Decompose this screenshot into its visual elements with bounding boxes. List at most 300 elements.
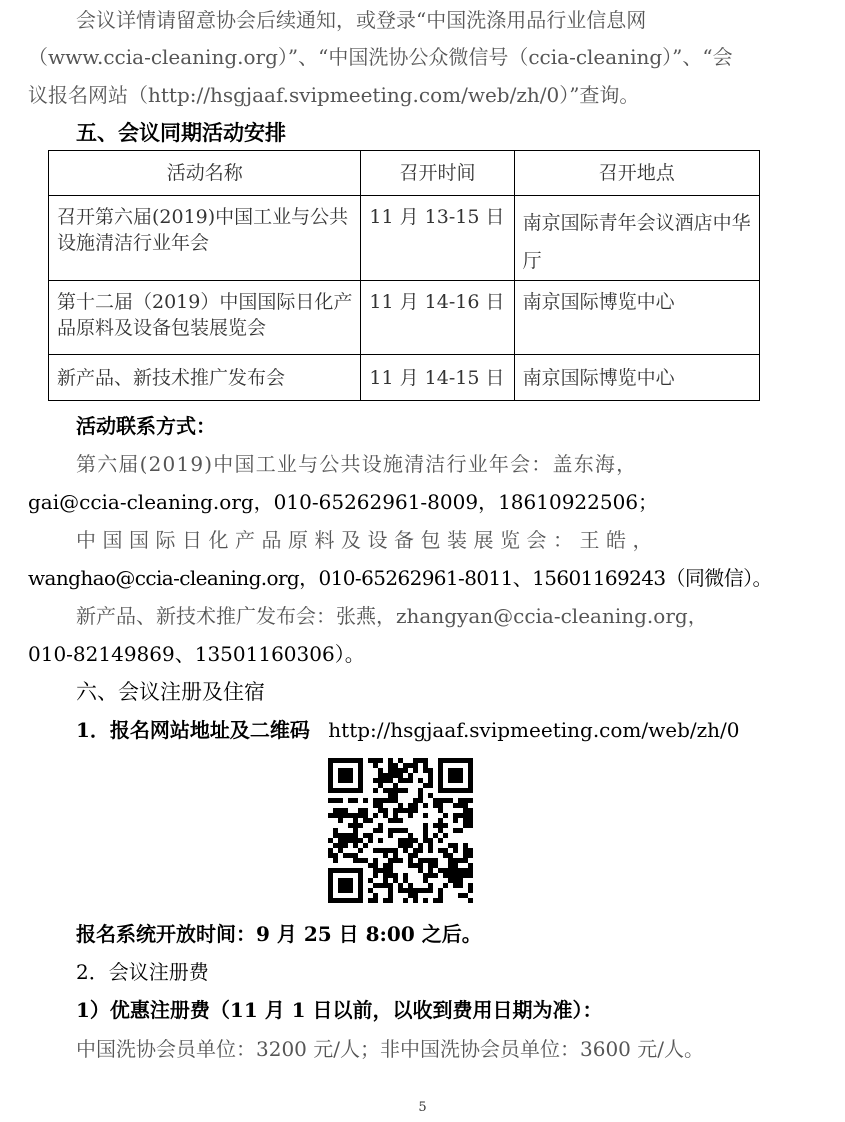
qr-module — [348, 798, 353, 803]
qr-module — [343, 853, 348, 858]
qr-module — [398, 803, 403, 808]
qr-module — [388, 768, 393, 773]
table-header-row — [49, 151, 760, 196]
table-row — [49, 281, 760, 355]
qr-module — [418, 758, 423, 763]
qr-module — [388, 848, 393, 853]
qr-module — [348, 883, 353, 888]
qr-module — [388, 788, 393, 793]
qr-module — [458, 858, 463, 863]
qr-module — [423, 858, 428, 863]
qr-module — [358, 788, 363, 793]
qr-module — [428, 843, 433, 848]
qr-module — [418, 793, 423, 798]
qr-module — [338, 818, 343, 823]
qr-module — [373, 763, 378, 768]
qr-module — [428, 793, 433, 798]
qr-module — [438, 818, 443, 823]
qr-module — [328, 788, 333, 793]
qr-module — [353, 828, 358, 833]
qr-module — [368, 758, 373, 763]
qr-module — [383, 883, 388, 888]
qr-module — [433, 798, 438, 803]
qr-module — [428, 873, 433, 878]
qr-module — [438, 788, 443, 793]
qr-module — [393, 873, 398, 878]
qr-module — [458, 758, 463, 763]
qr-module — [413, 803, 418, 808]
header-activity-name: 活动名称 — [49, 151, 361, 196]
qr-module — [358, 773, 363, 778]
qr-module — [378, 883, 383, 888]
qr-module — [328, 898, 333, 903]
qr-module — [358, 873, 363, 878]
qr-module — [428, 883, 433, 888]
qr-module — [358, 868, 363, 873]
qr-module — [393, 828, 398, 833]
qr-module — [418, 778, 423, 783]
qr-module — [433, 823, 438, 828]
qr-module — [378, 783, 383, 788]
qr-module — [353, 833, 358, 838]
qr-module — [363, 858, 368, 863]
qr-module — [358, 783, 363, 788]
qr-module — [418, 858, 423, 863]
qr-module — [458, 778, 463, 783]
qr-module — [383, 808, 388, 813]
qr-module — [333, 898, 338, 903]
qr-module — [388, 798, 393, 803]
qr-module — [398, 788, 403, 793]
qr-module — [388, 818, 393, 823]
qr-module — [428, 838, 433, 843]
qr-module — [353, 818, 358, 823]
qr-module — [353, 788, 358, 793]
qr-module — [438, 848, 443, 853]
qr-module — [378, 828, 383, 833]
qr-module — [458, 828, 463, 833]
qr-module — [388, 873, 393, 878]
qr-module — [463, 818, 468, 823]
qr-module — [463, 813, 468, 818]
registration-url[interactable]: http://hsgjaaf.svipmeeting.com/web/zh/0 — [328, 718, 740, 742]
qr-module — [438, 798, 443, 803]
qr-module — [348, 853, 353, 858]
qr-module — [393, 798, 398, 803]
qr-module — [338, 813, 343, 818]
qr-module — [458, 813, 463, 818]
qr-module — [423, 828, 428, 833]
qr-module — [328, 773, 333, 778]
qr-module — [388, 858, 393, 863]
qr-module — [393, 813, 398, 818]
qr-module — [338, 843, 343, 848]
qr-module — [373, 788, 378, 793]
qr-module — [393, 808, 398, 813]
qr-module — [468, 818, 473, 823]
qr-module — [328, 758, 333, 763]
qr-module — [443, 833, 448, 838]
qr-module — [408, 763, 413, 768]
qr-module — [438, 888, 443, 893]
qr-module — [448, 788, 453, 793]
intro-line-3: 议报名网站（http://hsgjaaf.svipmeeting.com/web/zh/0）”查询。 — [28, 83, 640, 107]
qr-module — [373, 778, 378, 783]
qr-module — [348, 773, 353, 778]
qr-module — [423, 838, 428, 843]
qr-module — [393, 853, 398, 858]
qr-module — [413, 838, 418, 843]
qr-module — [433, 898, 438, 903]
cell-activity-name: 召开第六届(2019)中国工业与公共设施清洁行业年会 — [49, 196, 361, 281]
qr-module — [358, 763, 363, 768]
qr-module — [403, 873, 408, 878]
qr-module — [343, 773, 348, 778]
qr-module — [418, 888, 423, 893]
qr-module — [403, 808, 408, 813]
qr-module — [373, 863, 378, 868]
qr-module — [423, 758, 428, 763]
qr-module — [448, 878, 453, 883]
qr-module — [333, 798, 338, 803]
qr-module — [383, 813, 388, 818]
qr-module — [343, 878, 348, 883]
qr-module — [433, 858, 438, 863]
qr-module — [328, 888, 333, 893]
qr-module — [393, 768, 398, 773]
qr-module — [338, 788, 343, 793]
contact-3-line-1: 新产品、新技术推广发布会：张燕，zhangyan@ccia-cleaning.org， — [76, 604, 708, 628]
qr-module — [373, 848, 378, 853]
qr-module — [448, 843, 453, 848]
contact-2-line-1: 中国国际日化产品原料及设备包装展览会：王皓， — [76, 528, 659, 552]
qr-module — [398, 818, 403, 823]
qr-module — [448, 868, 453, 873]
qr-module — [408, 778, 413, 783]
qr-module — [348, 868, 353, 873]
qr-module — [408, 863, 413, 868]
qr-module — [413, 798, 418, 803]
qr-module — [428, 778, 433, 783]
qr-module — [403, 888, 408, 893]
table-row — [49, 355, 760, 401]
qr-module — [463, 788, 468, 793]
contact-1-line-1: 第六届(2019)中国工业与公共设施清洁行业年会：盖东海， — [76, 452, 638, 476]
qr-module — [463, 823, 468, 828]
qr-code — [328, 758, 473, 903]
qr-module — [453, 843, 458, 848]
qr-module — [438, 868, 443, 873]
qr-module — [328, 853, 333, 858]
qr-module — [438, 838, 443, 843]
qr-module — [448, 773, 453, 778]
qr-module — [453, 828, 458, 833]
qr-module — [393, 858, 398, 863]
cell-time: 11 月 13-15 日 — [361, 196, 514, 281]
qr-module — [463, 848, 468, 853]
qr-module — [368, 863, 373, 868]
qr-module — [398, 828, 403, 833]
qr-module — [443, 853, 448, 858]
page-number: 5 — [418, 1100, 427, 1115]
qr-module — [443, 823, 448, 828]
qr-module — [468, 773, 473, 778]
qr-module — [333, 758, 338, 763]
qr-module — [338, 773, 343, 778]
qr-module — [328, 873, 333, 878]
qr-module — [458, 798, 463, 803]
qr-module — [368, 898, 373, 903]
qr-module — [443, 798, 448, 803]
qr-module — [408, 883, 413, 888]
qr-module — [393, 788, 398, 793]
qr-code-graphic — [328, 758, 473, 903]
qr-module — [393, 783, 398, 788]
qr-module — [403, 898, 408, 903]
qr-module — [378, 778, 383, 783]
qr-module — [398, 843, 403, 848]
qr-module — [403, 788, 408, 793]
qr-module — [353, 838, 358, 843]
cell-time: 11 月 14-16 日 — [361, 281, 514, 355]
qr-module — [358, 848, 363, 853]
qr-module — [463, 808, 468, 813]
qr-module — [428, 888, 433, 893]
qr-module — [453, 863, 458, 868]
qr-module — [383, 853, 388, 858]
registration-item-2: 2．会议注册费 — [76, 960, 209, 984]
qr-module — [358, 768, 363, 773]
qr-module — [448, 873, 453, 878]
intro-line-1: 会议详情请留意协会后续通知，或登录“中国洗涤用品行业信息网 — [76, 8, 647, 32]
qr-module — [338, 778, 343, 783]
qr-module — [388, 773, 393, 778]
qr-module — [328, 813, 333, 818]
qr-module — [428, 848, 433, 853]
qr-module — [373, 898, 378, 903]
qr-module — [403, 878, 408, 883]
qr-module — [383, 878, 388, 883]
qr-module — [423, 888, 428, 893]
qr-module — [458, 873, 463, 878]
qr-module — [383, 868, 388, 873]
qr-module — [353, 823, 358, 828]
qr-module — [448, 768, 453, 773]
qr-module — [408, 803, 413, 808]
qr-module — [348, 788, 353, 793]
qr-module — [453, 818, 458, 823]
qr-module — [363, 843, 368, 848]
qr-module — [373, 873, 378, 878]
qr-module — [413, 863, 418, 868]
qr-module — [388, 898, 393, 903]
qr-module — [358, 808, 363, 813]
qr-module — [468, 888, 473, 893]
qr-module — [358, 838, 363, 843]
qr-module — [453, 873, 458, 878]
qr-module — [428, 858, 433, 863]
qr-module — [468, 798, 473, 803]
qr-module — [398, 773, 403, 778]
qr-module — [418, 788, 423, 793]
qr-module — [353, 843, 358, 848]
qr-module — [463, 803, 468, 808]
qr-module — [393, 848, 398, 853]
qr-module — [358, 823, 363, 828]
qr-module — [448, 863, 453, 868]
qr-module — [358, 813, 363, 818]
qr-module — [378, 868, 383, 873]
qr-module — [388, 893, 393, 898]
qr-module — [468, 883, 473, 888]
qr-module — [388, 868, 393, 873]
qr-module — [328, 848, 333, 853]
qr-module — [468, 823, 473, 828]
qr-module — [428, 768, 433, 773]
qr-module — [408, 853, 413, 858]
qr-module — [468, 848, 473, 853]
qr-module — [348, 833, 353, 838]
qr-module — [458, 878, 463, 883]
qr-module — [328, 878, 333, 883]
qr-module — [413, 893, 418, 898]
qr-module — [328, 778, 333, 783]
qr-module — [403, 838, 408, 843]
qr-module — [368, 878, 373, 883]
qr-module — [438, 763, 443, 768]
qr-module — [413, 808, 418, 813]
qr-module — [348, 768, 353, 773]
header-time: 召开时间 — [361, 151, 514, 196]
qr-module — [333, 813, 338, 818]
qr-module — [413, 763, 418, 768]
qr-module — [383, 778, 388, 783]
qr-module — [443, 813, 448, 818]
qr-module — [453, 758, 458, 763]
qr-module — [378, 808, 383, 813]
qr-module — [353, 858, 358, 863]
qr-module — [393, 818, 398, 823]
qr-module — [468, 778, 473, 783]
qr-module — [378, 848, 383, 853]
qr-module — [393, 763, 398, 768]
registration-item-1-label: 1．报名网站地址及二维码 — [76, 718, 310, 742]
qr-module — [333, 808, 338, 813]
cell-place: 南京国际博览中心 — [514, 355, 759, 401]
qr-module — [408, 888, 413, 893]
qr-module — [333, 858, 338, 863]
qr-module — [448, 858, 453, 863]
qr-module — [333, 828, 338, 833]
qr-module — [428, 868, 433, 873]
qr-module — [353, 798, 358, 803]
qr-module — [413, 888, 418, 893]
qr-module — [328, 883, 333, 888]
qr-module — [383, 798, 388, 803]
qr-module — [328, 783, 333, 788]
qr-module — [338, 768, 343, 773]
qr-module — [388, 888, 393, 893]
qr-module — [453, 768, 458, 773]
qr-module — [458, 773, 463, 778]
qr-module — [458, 788, 463, 793]
qr-module — [328, 868, 333, 873]
qr-module — [393, 773, 398, 778]
qr-module — [328, 838, 333, 843]
qr-module — [463, 798, 468, 803]
qr-module — [343, 758, 348, 763]
qr-module — [363, 798, 368, 803]
qr-module — [463, 893, 468, 898]
qr-module — [438, 768, 443, 773]
qr-module — [423, 803, 428, 808]
qr-module — [428, 863, 433, 868]
qr-module — [373, 858, 378, 863]
qr-module — [418, 863, 423, 868]
cell-time: 11 月 14-15 日 — [361, 355, 514, 401]
qr-module — [453, 813, 458, 818]
qr-module — [358, 778, 363, 783]
qr-module — [358, 878, 363, 883]
qr-module — [398, 883, 403, 888]
qr-module — [433, 863, 438, 868]
qr-module — [443, 758, 448, 763]
qr-module — [353, 853, 358, 858]
qr-module — [383, 898, 388, 903]
qr-module — [408, 858, 413, 863]
qr-module — [358, 898, 363, 903]
qr-module — [438, 758, 443, 763]
qr-module — [453, 848, 458, 853]
qr-module — [448, 798, 453, 803]
qr-module — [388, 828, 393, 833]
qr-module — [353, 868, 358, 873]
qr-module — [343, 768, 348, 773]
qr-module — [458, 883, 463, 888]
qr-module — [413, 853, 418, 858]
qr-module — [383, 788, 388, 793]
qr-module — [378, 798, 383, 803]
qr-module — [343, 888, 348, 893]
qr-module — [448, 778, 453, 783]
registration-item-1 — [76, 718, 740, 742]
qr-module — [403, 848, 408, 853]
qr-module — [373, 798, 378, 803]
qr-module — [358, 893, 363, 898]
qr-module — [348, 838, 353, 843]
qr-module — [398, 778, 403, 783]
qr-module — [458, 803, 463, 808]
qr-module — [328, 768, 333, 773]
qr-module — [468, 763, 473, 768]
qr-module — [468, 808, 473, 813]
cell-place: 南京国际博览中心 — [514, 281, 759, 355]
qr-module — [443, 868, 448, 873]
qr-module — [403, 768, 408, 773]
qr-module — [373, 813, 378, 818]
qr-module — [368, 833, 373, 838]
qr-module — [448, 758, 453, 763]
contact-3-line-2: 010-82149869、13501160306）。 — [28, 642, 365, 666]
qr-module — [328, 893, 333, 898]
cell-place: 南京国际青年会议酒店中华厅 — [514, 196, 759, 281]
qr-module — [328, 798, 333, 803]
qr-module — [333, 843, 338, 848]
qr-module — [363, 813, 368, 818]
qr-module — [343, 813, 348, 818]
qr-module — [383, 773, 388, 778]
qr-module — [438, 778, 443, 783]
